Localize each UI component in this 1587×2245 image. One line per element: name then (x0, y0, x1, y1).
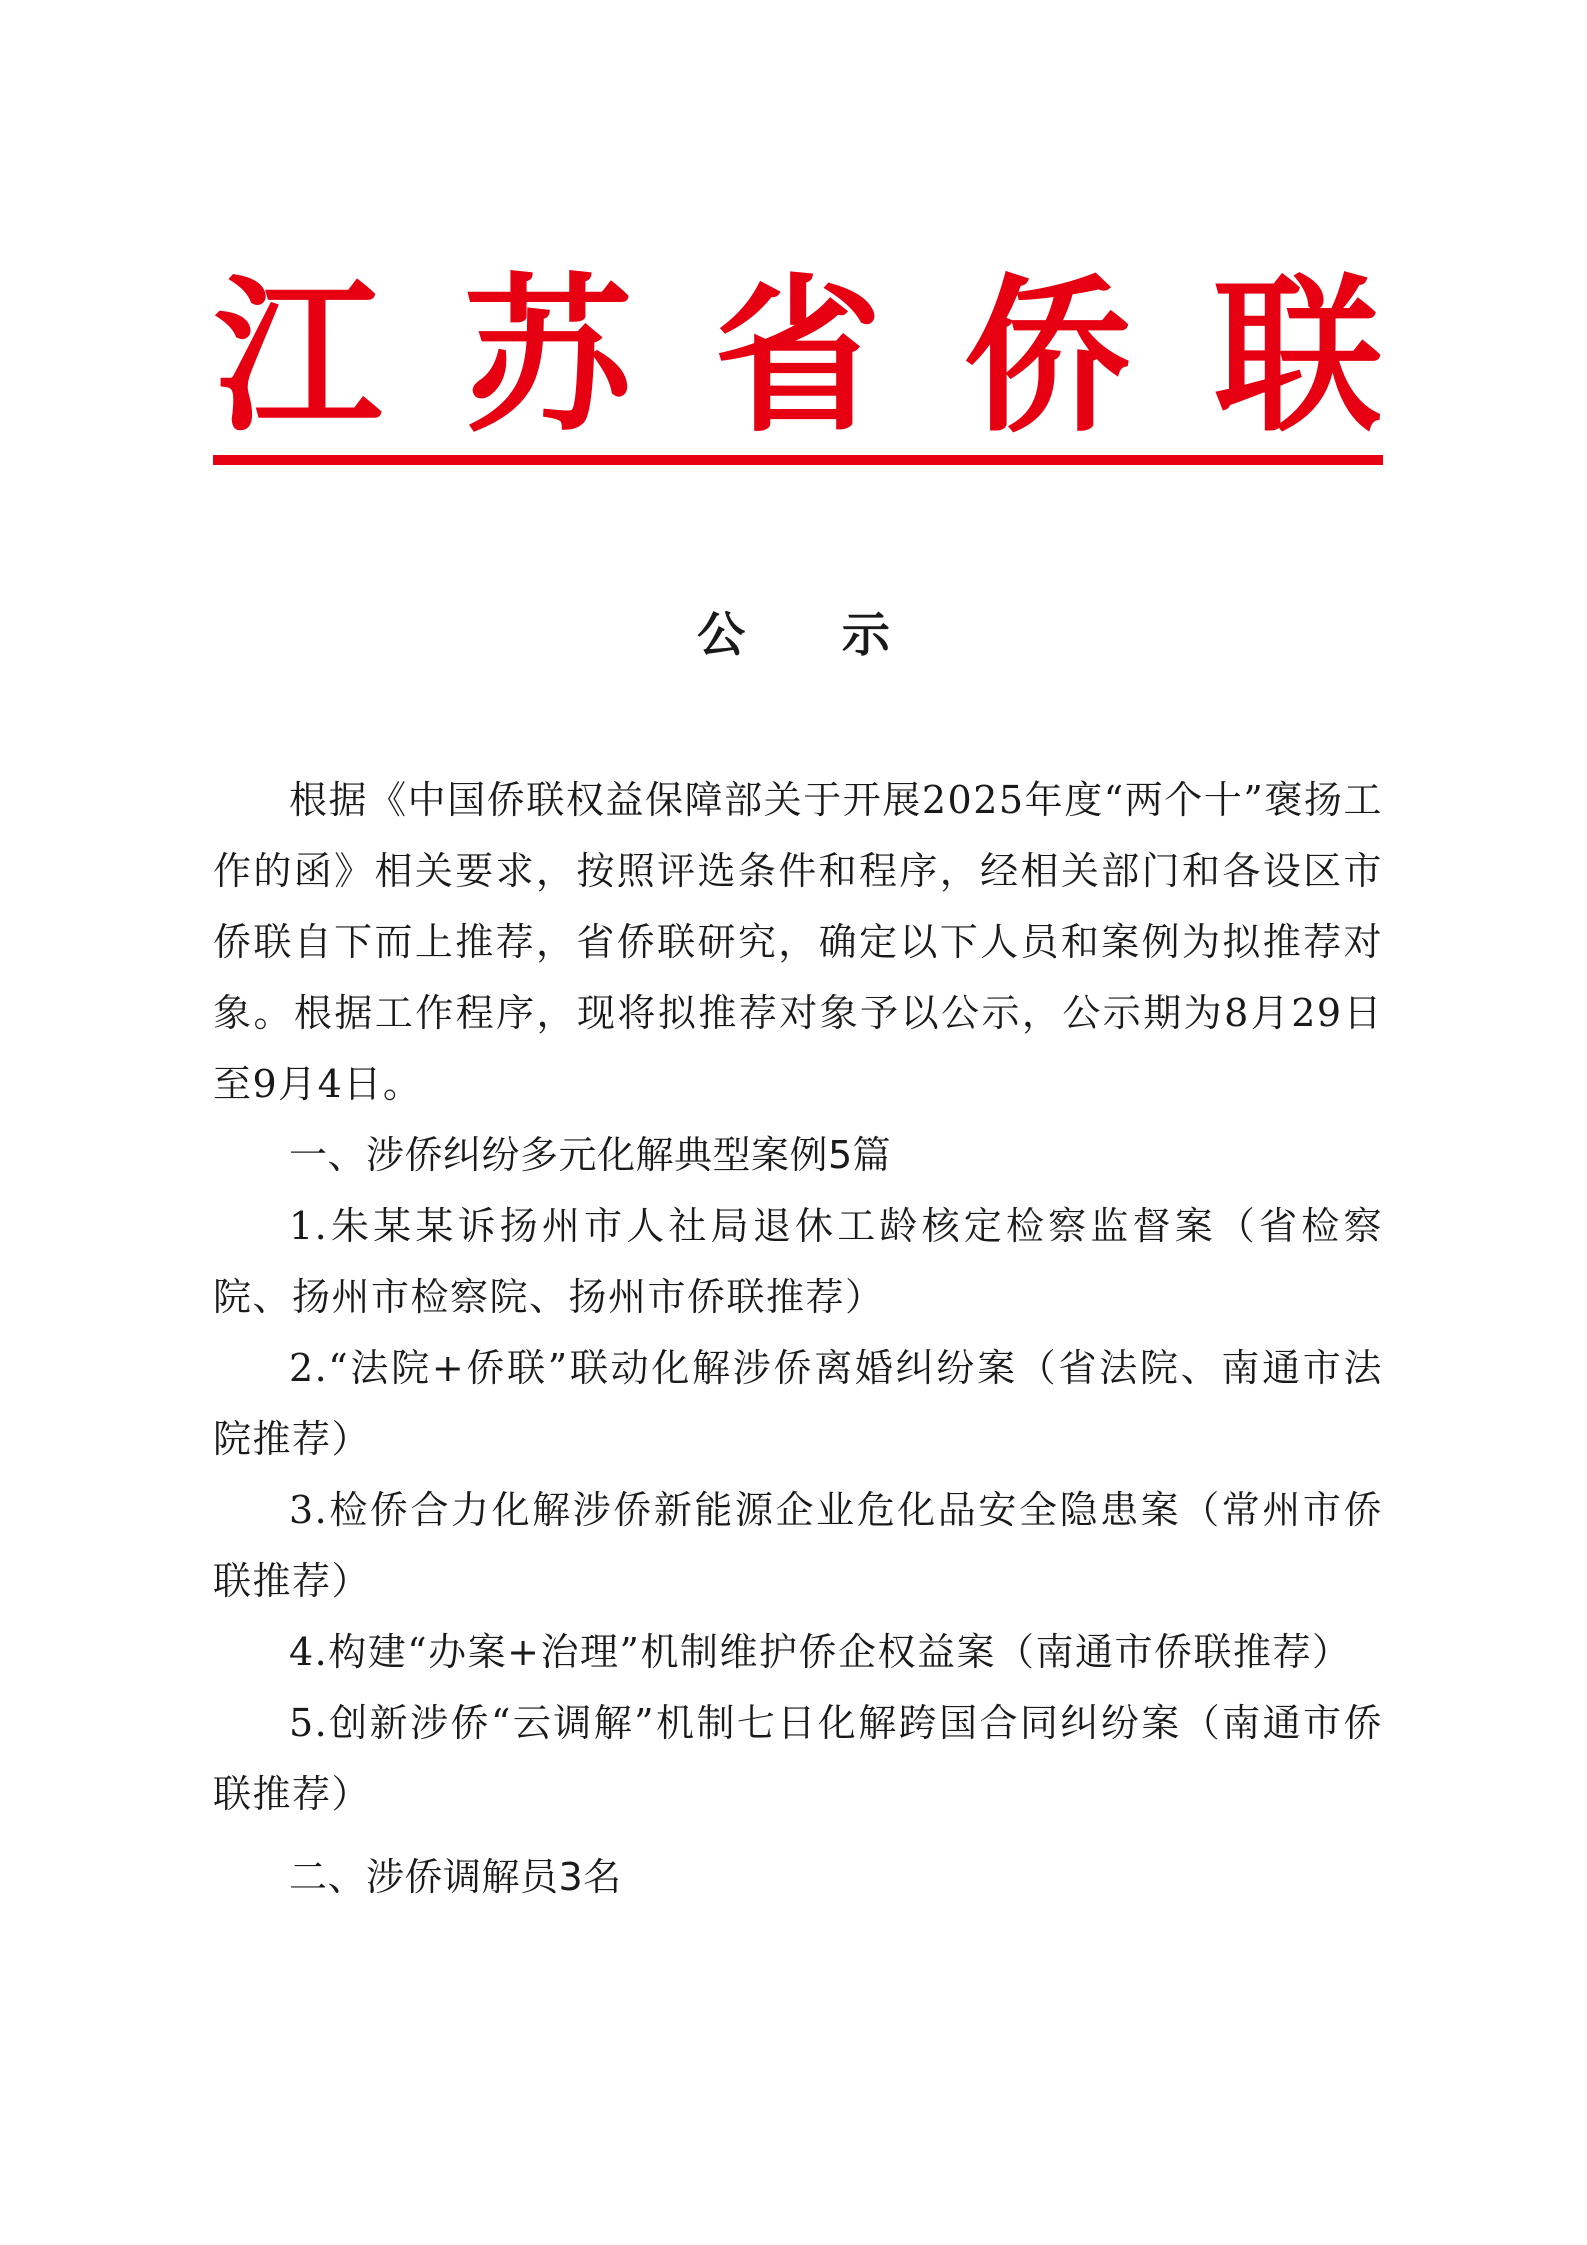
case-item: 3.检侨合力化解涉侨新能源企业危化品安全隐患案（常州市侨联推荐） (213, 1488, 1383, 1603)
masthead-char: 省 (714, 256, 882, 455)
masthead-char: 联 (1214, 256, 1382, 455)
document-body (213, 765, 1383, 1913)
masthead-char: 江 (214, 256, 382, 455)
case-item: 4.构建“办案+治理”机制维护侨企权益案（南通市侨联推荐） (289, 1630, 1352, 1674)
section-heading-mediators: 二、涉侨调解员3名 (289, 1855, 622, 1899)
masthead-char: 侨 (964, 256, 1132, 455)
case-item: 2.“法院+侨联”联动化解涉侨离婚纠纷案（省法院、南通市法院推荐） (213, 1346, 1383, 1461)
masthead-title (213, 256, 1383, 455)
case-item: 1.朱某某诉扬州市人社局退休工龄核定检察监督案（省检察院、扬州市检察院、扬州市侨联推荐） (213, 1204, 1383, 1319)
masthead-red-rule (213, 455, 1383, 465)
case-item: 5.创新涉侨“云调解”机制七日化解跨国合同纠纷案（南通市侨联推荐） (213, 1701, 1383, 1816)
section-heading-cases: 一、涉侨纠纷多元化解典型案例5篇 (289, 1133, 892, 1177)
document-title: 公 示 (697, 607, 930, 663)
intro-paragraph: 根据《中国侨联权益保障部关于开展2025年度“两个十”褒扬工作的函》相关要求，按照评选条件和程序，经相关部门和各设区市侨联自下而上推荐，省侨联研究，确定以下人员和案例为拟推荐对象。根据工作程序，现将拟推荐对象予以公示，公示期为8月29日至9月4日。 (213, 778, 1383, 1106)
masthead-char: 苏 (464, 256, 632, 455)
